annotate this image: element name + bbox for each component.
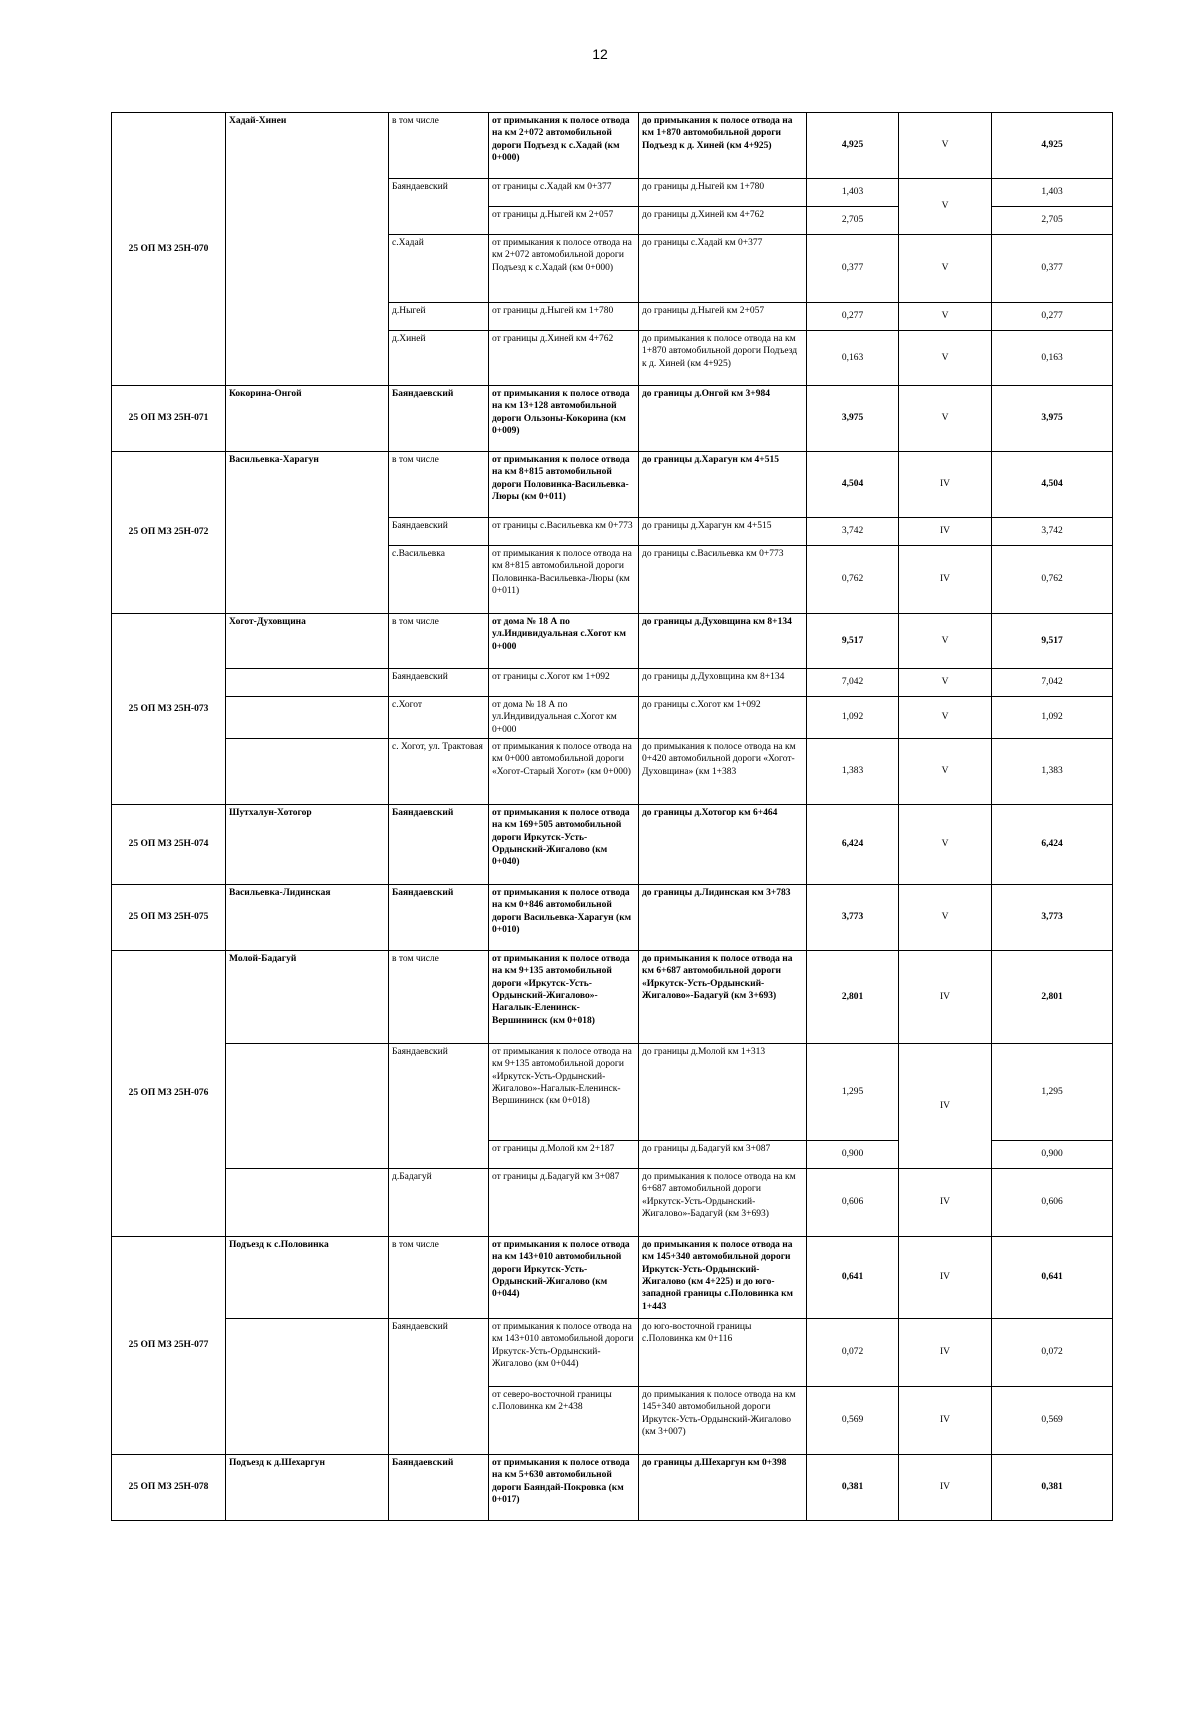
total-cell: 9,517 [992, 614, 1113, 669]
table-row [112, 739, 1113, 805]
total-cell: 0,072 [992, 1319, 1113, 1387]
road-code: 25 ОП МЗ 25Н-073 [112, 614, 226, 805]
to-cell: до границы д.Хиней км 4+762 [639, 207, 807, 235]
from-cell: от границы д.Бадагуй км 3+087 [489, 1169, 639, 1237]
to-cell: до примыкания к полосе отвода на км 6+687 автомобильной дороги «Иркутск-Усть-Ордынский-Жигалово»-Бадагуй (км 3+693) [639, 951, 807, 1044]
table-row [112, 386, 1113, 452]
area-cell: Баяндаевский [389, 669, 489, 697]
table-row [112, 805, 1113, 885]
to-cell: до границы д.Харагун км 4+515 [639, 452, 807, 518]
area-cell: с. Хогот, ул. Трактовая [389, 739, 489, 805]
road-code: 25 ОП МЗ 25Н-075 [112, 885, 226, 951]
from-cell: от примыкания к полосе отвода на км 9+135 автомобильной дороги «Иркутск-Усть-Ордынский-Жигалово»-Нагалык-Еленинск-Вершининск (км 0+018) [489, 1044, 639, 1141]
to-cell: до границы д.Онгой км 3+984 [639, 386, 807, 452]
total-cell: 0,277 [992, 303, 1113, 331]
table-row [112, 1169, 1113, 1237]
to-cell: до границы д.Харагун км 4+515 [639, 518, 807, 546]
category-cell: IV [899, 1169, 992, 1237]
total-cell: 0,900 [992, 1141, 1113, 1169]
category-cell: V [899, 303, 992, 331]
length-cell: 0,381 [807, 1455, 899, 1521]
to-cell: до примыкания к полосе отвода на км 145+340 автомобильной дороги Иркутск-Усть-Ордынский-Жигалово (км 3+007) [639, 1387, 807, 1455]
length-cell: 3,742 [807, 518, 899, 546]
table-row [112, 885, 1113, 951]
area-cell: Баяндаевский [389, 1319, 489, 1455]
total-cell: 0,163 [992, 331, 1113, 386]
from-cell: от границы д.Ныгей км 2+057 [489, 207, 639, 235]
category-cell: V [899, 179, 992, 235]
length-cell: 2,705 [807, 207, 899, 235]
area-cell: Баяндаевский [389, 386, 489, 452]
from-cell: от примыкания к полосе отвода на км 143+010 автомобильной дороги Иркутск-Усть-Ордынский-Жигалово (км 0+044) [489, 1237, 639, 1319]
area-cell: Баяндаевский [389, 805, 489, 885]
area-cell: в том числе [389, 113, 489, 179]
area-cell: д.Ныгей [389, 303, 489, 331]
to-cell: до границы д.Духовщина км 8+134 [639, 614, 807, 669]
total-cell: 0,606 [992, 1169, 1113, 1237]
road-code: 25 ОП МЗ 25Н-070 [112, 113, 226, 386]
table-row [112, 669, 1113, 697]
road-code: 25 ОП МЗ 25Н-072 [112, 452, 226, 614]
road-name: Шутхалун-Хотогор [226, 805, 389, 885]
category-cell: IV [899, 546, 992, 614]
length-cell: 0,163 [807, 331, 899, 386]
total-cell: 0,569 [992, 1387, 1113, 1455]
area-cell: в том числе [389, 1237, 489, 1319]
from-cell: от примыкания к полосе отвода на км 9+135 автомобильной дороги «Иркутск-Усть-Ордынский-Жигалово»-Нагалык-Еленинск-Вершининск (км 0+018) [489, 951, 639, 1044]
road-code: 25 ОП МЗ 25Н-074 [112, 805, 226, 885]
length-cell: 4,504 [807, 452, 899, 518]
total-cell: 1,383 [992, 739, 1113, 805]
from-cell: от примыкания к полосе отвода на км 0+846 автомобильной дороги Васильевка-Харагун (км 0+010) [489, 885, 639, 951]
area-cell: Баяндаевский [389, 1455, 489, 1521]
road-code: 25 ОП МЗ 25Н-076 [112, 951, 226, 1237]
road-name: Хогот-Духовщина [226, 614, 389, 669]
to-cell: до границы с.Хогот км 1+092 [639, 697, 807, 739]
from-cell: от границы д.Хиней км 4+762 [489, 331, 639, 386]
page-number: 12 [592, 46, 608, 62]
area-cell: в том числе [389, 951, 489, 1044]
length-cell: 0,072 [807, 1319, 899, 1387]
category-cell: IV [899, 1044, 992, 1169]
table-row [112, 113, 1113, 179]
blank-cell [226, 1169, 389, 1237]
total-cell: 3,773 [992, 885, 1113, 951]
from-cell: от границы с.Хогот км 1+092 [489, 669, 639, 697]
length-cell: 7,042 [807, 669, 899, 697]
category-cell: IV [899, 452, 992, 518]
total-cell: 4,504 [992, 452, 1113, 518]
length-cell: 0,762 [807, 546, 899, 614]
total-cell: 3,742 [992, 518, 1113, 546]
from-cell: от примыкания к полосе отвода на км 0+000 автомобильной дороги «Хогот-Старый Хогот» (км 0+000) [489, 739, 639, 805]
from-cell: от примыкания к полосе отвода на км 169+505 автомобильной дороги Иркутск-Усть-Ордынский-Жигалово (км 0+040) [489, 805, 639, 885]
category-cell: V [899, 739, 992, 805]
table-row [112, 614, 1113, 669]
to-cell: до границы д.Молой км 1+313 [639, 1044, 807, 1141]
total-cell: 0,381 [992, 1455, 1113, 1521]
road-name: Кокорина-Онгой [226, 386, 389, 452]
to-cell: до границы д.Духовщина км 8+134 [639, 669, 807, 697]
road-name: Хадай-Хинеи [226, 113, 389, 386]
to-cell: до границы д.Лидинская км 3+783 [639, 885, 807, 951]
blank-cell [226, 697, 389, 739]
from-cell: от примыкания к полосе отвода на км 143+010 автомобильной дороги Иркутск-Усть-Ордынский-Жигалово (км 0+044) [489, 1319, 639, 1387]
from-cell: от примыкания к полосе отвода на км 5+630 автомобильной дороги Баяндай-Покровка (км 0+017) [489, 1455, 639, 1521]
from-cell: от северо-восточной границы с.Половинка км 2+438 [489, 1387, 639, 1455]
to-cell: до границы д.Ныгей км 1+780 [639, 179, 807, 207]
length-cell: 0,641 [807, 1237, 899, 1319]
length-cell: 0,900 [807, 1141, 899, 1169]
road-code: 25 ОП МЗ 25Н-078 [112, 1455, 226, 1521]
length-cell: 2,801 [807, 951, 899, 1044]
to-cell: до границы д.Бадагуй км 3+087 [639, 1141, 807, 1169]
to-cell: до границы д.Шехаргун км 0+398 [639, 1455, 807, 1521]
area-cell: Баяндаевский [389, 518, 489, 546]
total-cell: 0,641 [992, 1237, 1113, 1319]
category-cell: IV [899, 1237, 992, 1319]
category-cell: V [899, 885, 992, 951]
from-cell: от границы д.Ныгей км 1+780 [489, 303, 639, 331]
total-cell: 1,295 [992, 1044, 1113, 1141]
length-cell: 1,295 [807, 1044, 899, 1141]
length-cell: 0,606 [807, 1169, 899, 1237]
to-cell: до примыкания к полосе отвода на км 145+340 автомобильной дороги Иркутск-Усть-Ордынский-Жигалово (км 4+225) и до юго-западной границы с.Половинка км 1+443 [639, 1237, 807, 1319]
category-cell: V [899, 669, 992, 697]
table-row [112, 697, 1113, 739]
from-cell: от дома № 18 А по ул.Индивидуальная с.Хогот км 0+000 [489, 697, 639, 739]
length-cell: 6,424 [807, 805, 899, 885]
table-row [112, 1044, 1113, 1141]
category-cell: IV [899, 951, 992, 1044]
total-cell: 7,042 [992, 669, 1113, 697]
total-cell: 0,762 [992, 546, 1113, 614]
blank-cell [226, 739, 389, 805]
road-name: Молой-Бадагуй [226, 951, 389, 1044]
from-cell: от границы д.Молой км 2+187 [489, 1141, 639, 1169]
to-cell: до границы д.Ныгей км 2+057 [639, 303, 807, 331]
total-cell: 4,925 [992, 113, 1113, 179]
to-cell: до примыкания к полосе отвода на км 0+420 автомобильной дороги «Хогот-Духовщина» (км 1+383 [639, 739, 807, 805]
category-cell: V [899, 235, 992, 303]
area-cell: с.Васильевка [389, 546, 489, 614]
area-cell: Баяндаевский [389, 179, 489, 235]
to-cell: до юго-восточной границы с.Половинка км 0+116 [639, 1319, 807, 1387]
category-cell: V [899, 614, 992, 669]
length-cell: 3,773 [807, 885, 899, 951]
road-name: Подъезд к д.Шехаргун [226, 1455, 389, 1521]
area-cell: д.Бадагуй [389, 1169, 489, 1237]
area-cell: в том числе [389, 614, 489, 669]
to-cell: до границы с.Васильевка км 0+773 [639, 546, 807, 614]
road-name: Васильевка-Лидинская [226, 885, 389, 951]
length-cell: 1,383 [807, 739, 899, 805]
category-cell: V [899, 331, 992, 386]
length-cell: 4,925 [807, 113, 899, 179]
from-cell: от примыкания к полосе отвода на км 13+128 автомобильной дороги Ользоны-Кокорина (км 0+009) [489, 386, 639, 452]
from-cell: от примыкания к полосе отвода на км 8+815 автомобильной дороги Половинка-Васильевка-Люры (км 0+011) [489, 546, 639, 614]
total-cell: 3,975 [992, 386, 1113, 452]
to-cell: до примыкания к полосе отвода на км 6+687 автомобильной дороги «Иркутск-Усть-Ордынский-Жигалово»-Бадагуй (км 3+693) [639, 1169, 807, 1237]
road-registry-table [111, 112, 1113, 1521]
to-cell: до примыкания к полосе отвода на км 1+870 автомобильной дороги Подъезд к д. Хиней (км 4+925) [639, 331, 807, 386]
from-cell: от дома № 18 А по ул.Индивидуальная с.Хогот км 0+000 [489, 614, 639, 669]
from-cell: от границы с.Васильевка км 0+773 [489, 518, 639, 546]
category-cell: IV [899, 1319, 992, 1387]
total-cell: 2,801 [992, 951, 1113, 1044]
from-cell: от границы с.Хадай км 0+377 [489, 179, 639, 207]
blank-cell [226, 1319, 389, 1455]
length-cell: 9,517 [807, 614, 899, 669]
total-cell: 1,092 [992, 697, 1113, 739]
category-cell: IV [899, 1455, 992, 1521]
to-cell: до примыкания к полосе отвода на км 1+870 автомобильной дороги Подъезд к д. Хиней (км 4+925) [639, 113, 807, 179]
to-cell: до границы д.Хотогор км 6+464 [639, 805, 807, 885]
to-cell: до границы с.Хадай км 0+377 [639, 235, 807, 303]
category-cell: V [899, 697, 992, 739]
category-cell: V [899, 805, 992, 885]
total-cell: 6,424 [992, 805, 1113, 885]
area-cell: с.Хогот [389, 697, 489, 739]
length-cell: 3,975 [807, 386, 899, 452]
blank-cell [226, 1044, 389, 1169]
table-row [112, 951, 1113, 1044]
road-name: Васильевка-Харагун [226, 452, 389, 614]
blank-cell [226, 669, 389, 697]
category-cell: IV [899, 1387, 992, 1455]
length-cell: 1,403 [807, 179, 899, 207]
from-cell: от примыкания к полосе отвода на км 2+072 автомобильной дороги Подъезд к с.Хадай (км 0+000) [489, 113, 639, 179]
area-cell: в том числе [389, 452, 489, 518]
category-cell: V [899, 386, 992, 452]
road-code: 25 ОП МЗ 25Н-071 [112, 386, 226, 452]
total-cell: 1,403 [992, 179, 1113, 207]
from-cell: от примыкания к полосе отвода на км 8+815 автомобильной дороги Половинка-Васильевка-Люры (км 0+011) [489, 452, 639, 518]
table-row [112, 1455, 1113, 1521]
table-row [112, 1237, 1113, 1319]
length-cell: 0,377 [807, 235, 899, 303]
area-cell: с.Хадай [389, 235, 489, 303]
road-name: Подъезд к с.Половинка [226, 1237, 389, 1319]
road-code: 25 ОП МЗ 25Н-077 [112, 1237, 226, 1455]
area-cell: Баяндаевский [389, 1044, 489, 1169]
category-cell: V [899, 113, 992, 179]
total-cell: 2,705 [992, 207, 1113, 235]
area-cell: Баяндаевский [389, 885, 489, 951]
area-cell: д.Хиней [389, 331, 489, 386]
length-cell: 1,092 [807, 697, 899, 739]
from-cell: от примыкания к полосе отвода на км 2+072 автомобильной дороги Подъезд к с.Хадай (км 0+000) [489, 235, 639, 303]
category-cell: IV [899, 518, 992, 546]
length-cell: 0,569 [807, 1387, 899, 1455]
table-row [112, 452, 1113, 518]
length-cell: 0,277 [807, 303, 899, 331]
table-row [112, 1319, 1113, 1387]
total-cell: 0,377 [992, 235, 1113, 303]
